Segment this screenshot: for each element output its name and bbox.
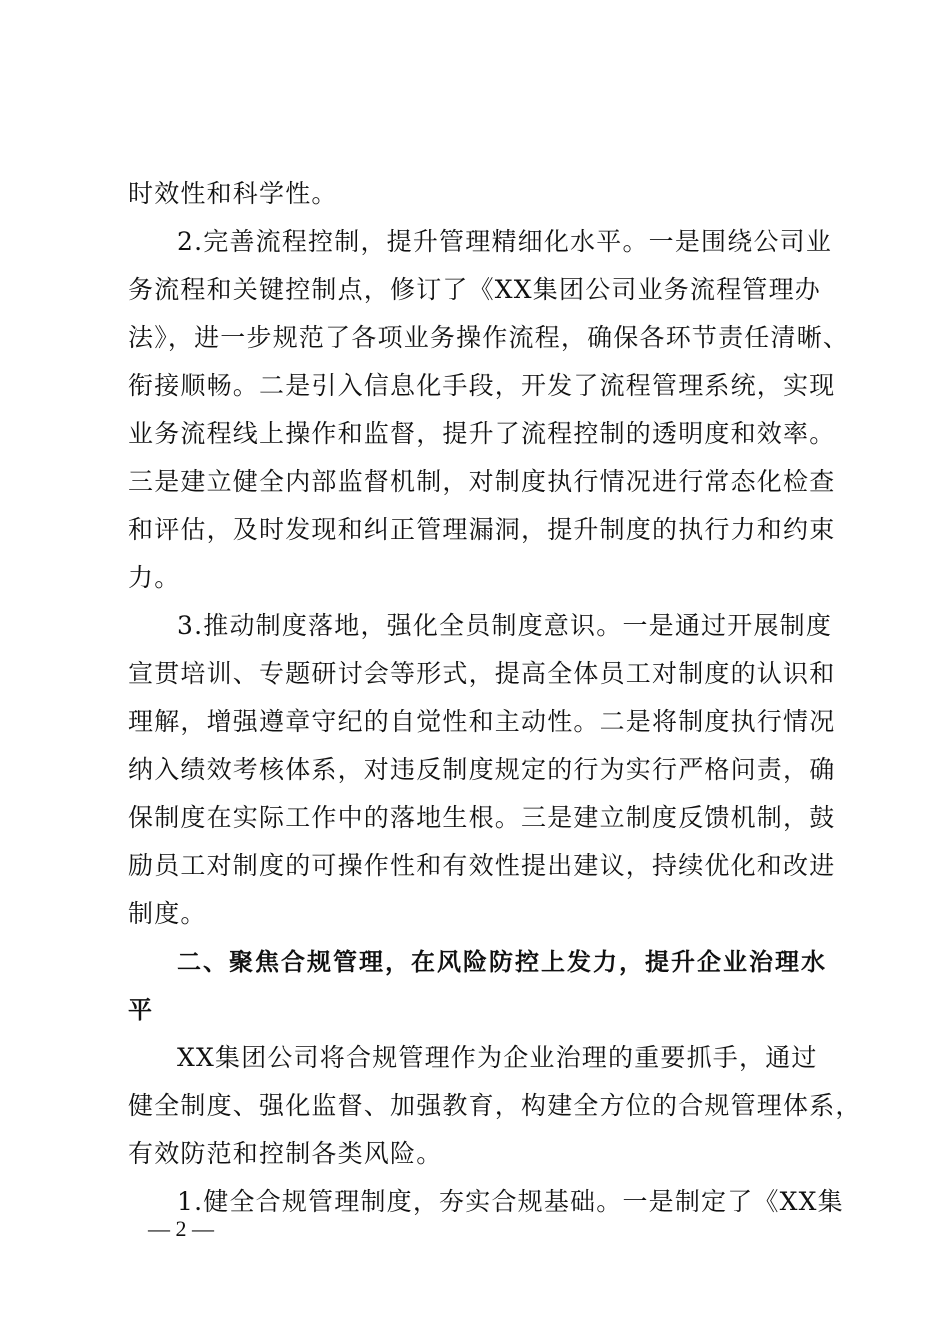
paragraph-3-heading-line: 3.推动制度落地，强化全员制度意识。一是通过开展制度 — [177, 611, 833, 640]
text-line: 法》，进一步规范了各项业务操作流程，确保各环节责任清晰、 — [128, 323, 850, 352]
text-line: 保制度在实际工作中的落地生根。三是建立制度反馈机制，鼓 — [128, 803, 836, 832]
text-line: 宣贯培训、专题研讨会等形式，提高全体员工对制度的认识和 — [128, 659, 836, 688]
text-line: 和评估，及时发现和纠正管理漏洞，提升制度的执行力和约束 — [128, 515, 836, 544]
page-number: — 2 — — [148, 1216, 214, 1241]
text-line: 时效性和科学性。 — [128, 179, 338, 208]
paragraph-1-heading-line: 1.健全合规管理制度，夯实合规基础。一是制定了《XX集 — [177, 1187, 844, 1216]
text-line: 健全制度、强化监督、加强教育，构建全方位的合规管理体系， — [128, 1091, 862, 1120]
text-line: 衔接顺畅。二是引入信息化手段，开发了流程管理系统，实现 — [128, 371, 836, 400]
text-line: 制度。 — [128, 899, 207, 928]
paragraph-2-heading-line: 2.完善流程控制，提升管理精细化水平。一是围绕公司业 — [177, 227, 833, 256]
text-line: XX集团公司将合规管理作为企业治理的重要抓手，通过 — [177, 1043, 818, 1072]
text-line: 业务流程线上操作和监督，提升了流程控制的透明度和效率。 — [128, 419, 836, 448]
text-line: 务流程和关键控制点，修订了《XX集团公司业务流程管理办 — [128, 275, 821, 304]
text-line: 有效防范和控制各类风险。 — [128, 1139, 443, 1168]
text-line: 理解，增强遵章守纪的自觉性和主动性。二是将制度执行情况 — [128, 707, 836, 736]
text-line: 纳入绩效考核体系，对违反制度规定的行为实行严格问责，确 — [128, 755, 836, 784]
text-line: 励员工对制度的可操作性和有效性提出建议，持续优化和改进 — [128, 851, 836, 880]
text-line: 力。 — [128, 563, 181, 592]
section-heading: 二、聚焦合规管理，在风险防控上发力，提升企业治理水 — [177, 948, 827, 976]
text-line: 三是建立健全内部监督机制，对制度执行情况进行常态化检查 — [128, 467, 836, 496]
section-heading-continued: 平 — [128, 996, 154, 1024]
